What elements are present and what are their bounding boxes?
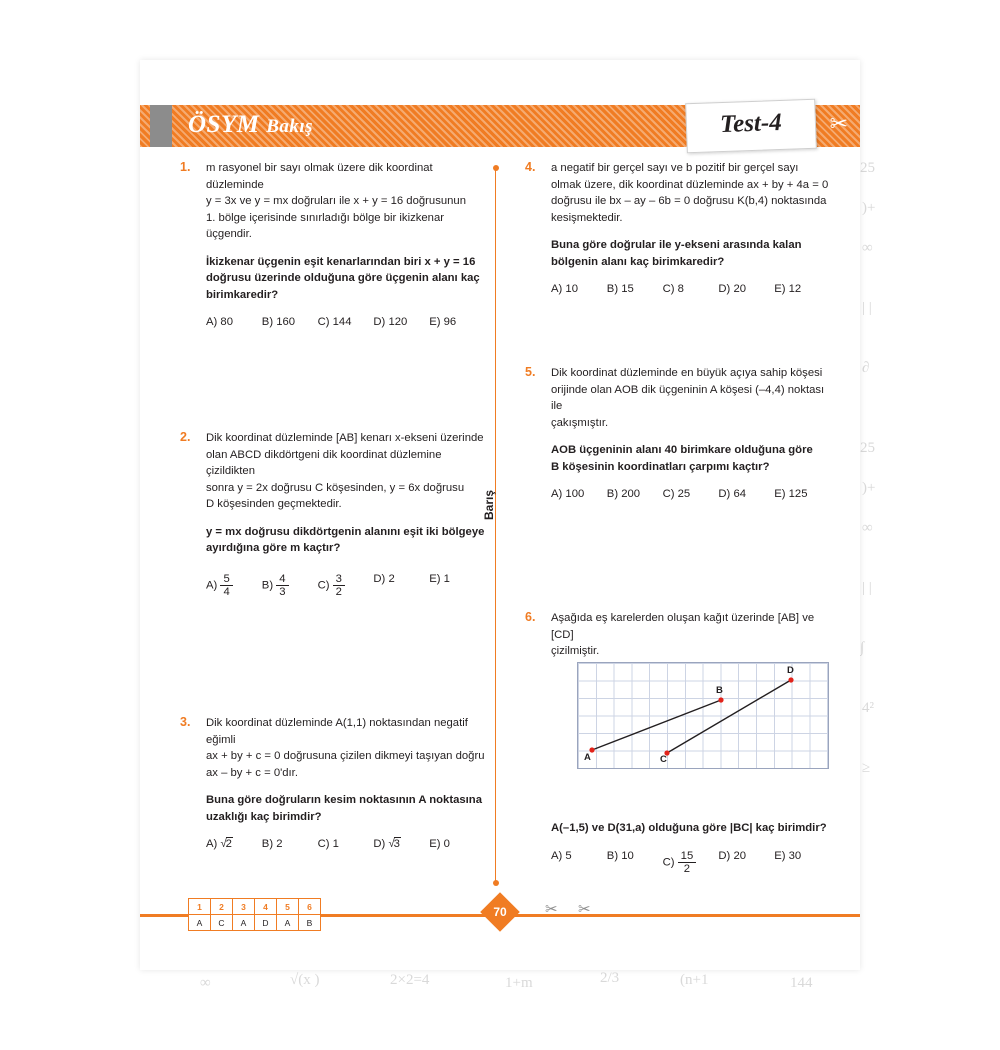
scissors-icon: ✂ <box>829 111 848 136</box>
question-number: 3. <box>180 715 191 729</box>
option-c[interactable] <box>318 573 374 598</box>
question-prompt-line: uzaklığı kaç birimdir? <box>206 810 322 823</box>
answer-key-number: 4 <box>255 899 277 915</box>
question-line: olan ABCD dikdörtgeni dik koordinat düzlemine çizildikten <box>206 448 442 477</box>
option-e[interactable]: E) 0 <box>429 838 450 850</box>
fraction <box>333 573 345 598</box>
option-e[interactable]: E) 12 <box>774 283 802 295</box>
figure-grid-wrapper <box>577 662 829 769</box>
question-line: m rasyonel bir sayı olmak üzere dik koordinat düzleminde <box>206 162 433 191</box>
brand-subtitle: Bakış <box>266 116 314 137</box>
question-line: D köşesinden geçmektedir. <box>206 498 342 510</box>
option-b[interactable]: B) 10 <box>606 850 634 862</box>
answer-key-number: 3 <box>233 899 255 915</box>
header-left-block <box>150 105 172 147</box>
sqrt-icon: √2 <box>220 838 232 850</box>
option-c[interactable] <box>663 850 719 875</box>
option-letter: A) <box>206 838 218 850</box>
question-number: 4. <box>525 160 536 174</box>
question-6 <box>525 610 830 875</box>
options-row <box>206 573 485 598</box>
fraction <box>276 573 288 598</box>
point-label-b: B <box>716 685 723 696</box>
side-label: Barış <box>482 489 496 520</box>
fraction-denominator: 3 <box>279 585 286 598</box>
question-line: Dik koordinat düzleminde en büyük açıya sahip köşesi <box>551 367 823 379</box>
question-prompt <box>551 820 830 837</box>
question-number: 1. <box>180 160 191 174</box>
question-prompt-line: bölgenin alanı kaç birimkaredir? <box>551 255 725 268</box>
point-label-a: A <box>584 752 591 763</box>
question-prompt-line: y = mx doğrusu dikdörtgenin alanını eşit iki bölgeye <box>206 525 485 538</box>
question-prompt-line: İkizkenar üçgenin eşit kenarlarından biri x + y = 16 <box>206 255 476 268</box>
option-c[interactable]: C) 1 <box>317 838 339 850</box>
question-prompt-line: ayırdığına göre m kaçtır? <box>206 542 341 554</box>
page-number-badge <box>480 892 520 932</box>
question-1 <box>180 160 485 328</box>
answer-key-value-row <box>189 915 321 931</box>
option-letter: D) <box>373 838 386 850</box>
question-prompt-line: Buna göre doğruların kesim noktasının A noktasına <box>206 794 482 806</box>
point-label-d: D <box>787 665 794 676</box>
question-line: çizilmiştir. <box>551 645 600 657</box>
answer-key-number: 2 <box>211 899 233 915</box>
test-label-box <box>685 99 817 154</box>
option-e[interactable]: E) 1 <box>429 572 450 585</box>
option-d[interactable]: D) 120 <box>373 316 408 328</box>
option-c[interactable]: C) 144 <box>317 316 352 328</box>
fraction-numerator: 4 <box>276 573 288 586</box>
question-line: Aşağıda eş karelerden oluşan kağıt üzerinde [AB] ve [CD] <box>551 612 815 641</box>
option-d[interactable]: D) 64 <box>718 488 747 500</box>
brand-name: ÖSYM <box>188 111 260 138</box>
question-text <box>551 365 830 475</box>
option-d[interactable] <box>373 838 429 850</box>
fraction <box>220 573 232 598</box>
question-line: y = 3x ve y = mx doğruları ile x + y = 16 doğrusunun <box>206 195 466 207</box>
question-5 <box>525 365 830 500</box>
question-3 <box>180 715 485 850</box>
question-line: ax – by + c = 0'dır. <box>206 766 298 779</box>
option-letter: C) <box>317 578 330 591</box>
answer-key-value: B <box>299 915 321 931</box>
options-row <box>206 316 485 328</box>
question-prompt-line: A(–1,5) ve D(31,a) olduğuna göre |BC| kaç birimdir? <box>551 821 827 834</box>
option-b[interactable]: B) 2 <box>261 838 283 850</box>
question-line: olmak üzere, dik koordinat düzleminde ax + by + 4a = 0 <box>551 178 829 191</box>
question-2 <box>180 430 485 598</box>
question-line: Dik koordinat düzleminde A(1,1) noktasından negatif eğimli <box>206 717 468 746</box>
option-b[interactable]: B) 15 <box>606 283 634 295</box>
question-text <box>206 715 485 825</box>
question-number: 2. <box>180 430 191 444</box>
square-grid-figure <box>577 662 829 769</box>
answer-key-header-row <box>189 899 321 915</box>
question-line: çakışmıştır. <box>551 416 609 429</box>
option-b[interactable] <box>262 573 318 598</box>
column-divider <box>495 168 496 883</box>
option-c[interactable]: C) 25 <box>662 488 691 500</box>
question-line: Dik koordinat düzleminde [AB] kenarı x-ekseni üzerinde <box>206 432 484 444</box>
option-letter: B) <box>261 578 274 591</box>
question-prompt-line: AOB üçgeninin alanı 40 birimkare olduğuna göre <box>551 444 813 456</box>
answer-key-number: 1 <box>189 899 211 915</box>
fraction-denominator: 4 <box>223 585 230 598</box>
option-a[interactable]: A) 100 <box>551 488 585 500</box>
answer-key-table <box>188 898 321 931</box>
option-d[interactable]: D) 20 <box>718 283 747 295</box>
question-number: 6. <box>525 610 536 624</box>
question-line: a negatif bir gerçel sayı ve b pozitif bir gerçel sayı <box>551 162 799 174</box>
scissors-icon: ✂ <box>578 901 591 918</box>
fraction <box>678 850 697 875</box>
answer-key-number: 6 <box>299 899 321 915</box>
options-row <box>551 283 830 295</box>
test-label: Test-4 <box>719 108 783 139</box>
question-number: 5. <box>525 365 536 379</box>
brand-title <box>188 111 313 139</box>
question-text <box>551 610 830 660</box>
figure-segments <box>578 663 828 768</box>
option-letter: A) <box>206 578 218 591</box>
page-footer <box>140 901 860 928</box>
page-number: 70 <box>493 905 507 919</box>
question-line: sonra y = 2x doğrusu C köşesinden, y = 6x doğrusu <box>206 481 465 494</box>
options-row <box>551 488 830 500</box>
answer-key-value: C <box>211 915 233 931</box>
option-b[interactable]: B) 160 <box>261 316 296 328</box>
question-line: kesişmektedir. <box>551 211 623 224</box>
option-a[interactable]: A) 5 <box>551 850 572 862</box>
fraction-numerator: 3 <box>333 573 345 586</box>
question-prompt-line: birimkaredir? <box>206 288 279 301</box>
fraction-numerator: 5 <box>220 573 232 586</box>
option-e[interactable]: E) 125 <box>774 488 808 500</box>
option-a[interactable]: A) 10 <box>551 283 579 295</box>
fraction-numerator: 15 <box>678 850 697 863</box>
option-d[interactable]: D) 2 <box>373 572 395 585</box>
question-text <box>206 430 485 557</box>
option-letter: C) <box>662 856 675 869</box>
options-row <box>206 838 485 850</box>
option-b[interactable]: B) 200 <box>606 488 641 500</box>
question-prompt-line: Buna göre doğrular ile y-ekseni arasında kalan <box>551 239 802 251</box>
background-doodles: 25 )+ ∞ | | ∂ 25 )+ ∞ | | ∫ 4² ≥ ∞ √(x ) 2×2=4 1+m 2/3 (n+1 144 <box>200 160 876 991</box>
option-d[interactable]: D) 20 <box>718 850 747 862</box>
worksheet-page <box>140 60 860 970</box>
question-line: 1. bölge içerisinde sınırladığı bölge bir ikizkenar üçgendir. <box>206 211 444 240</box>
answer-key-value: A <box>277 915 299 931</box>
option-a[interactable]: A) 80 <box>206 316 234 328</box>
answer-key-value: A <box>233 915 255 931</box>
question-4 <box>525 160 830 295</box>
fraction-denominator: 2 <box>335 585 342 598</box>
question-prompt-line: doğrusu üzerinde olduğuna göre üçgenin alanı kaç <box>206 272 480 284</box>
question-line: ax + by + c = 0 doğrusuna çizilen dikmeyi taşıyan doğru <box>206 750 485 762</box>
fraction-denominator: 2 <box>683 863 691 875</box>
options-row <box>551 850 830 875</box>
answer-key-value: D <box>255 915 277 931</box>
point-label-c: C <box>660 754 667 765</box>
option-e[interactable]: E) 30 <box>774 850 802 862</box>
question-line: doğrusu ile bx – ay – 6b = 0 doğrusu K(b,4) noktasında <box>551 195 827 207</box>
question-prompt-line: B köşesinin koordinatları çarpımı kaçtır? <box>551 460 770 473</box>
option-c[interactable]: C) 8 <box>662 283 684 295</box>
answer-key-number: 5 <box>277 899 299 915</box>
question-text <box>551 160 830 270</box>
question-line: orijinde olan AOB dik üçgeninin A köşesi (–4,4) noktası ile <box>551 383 825 412</box>
sqrt-icon: √3 <box>388 838 400 850</box>
option-a[interactable] <box>206 573 262 598</box>
option-e[interactable]: E) 96 <box>429 316 457 328</box>
option-a[interactable] <box>206 838 262 850</box>
page-header <box>140 105 860 147</box>
question-text <box>206 160 485 303</box>
answer-key-value: A <box>189 915 211 931</box>
scissors-icon: ✂ <box>545 901 558 918</box>
